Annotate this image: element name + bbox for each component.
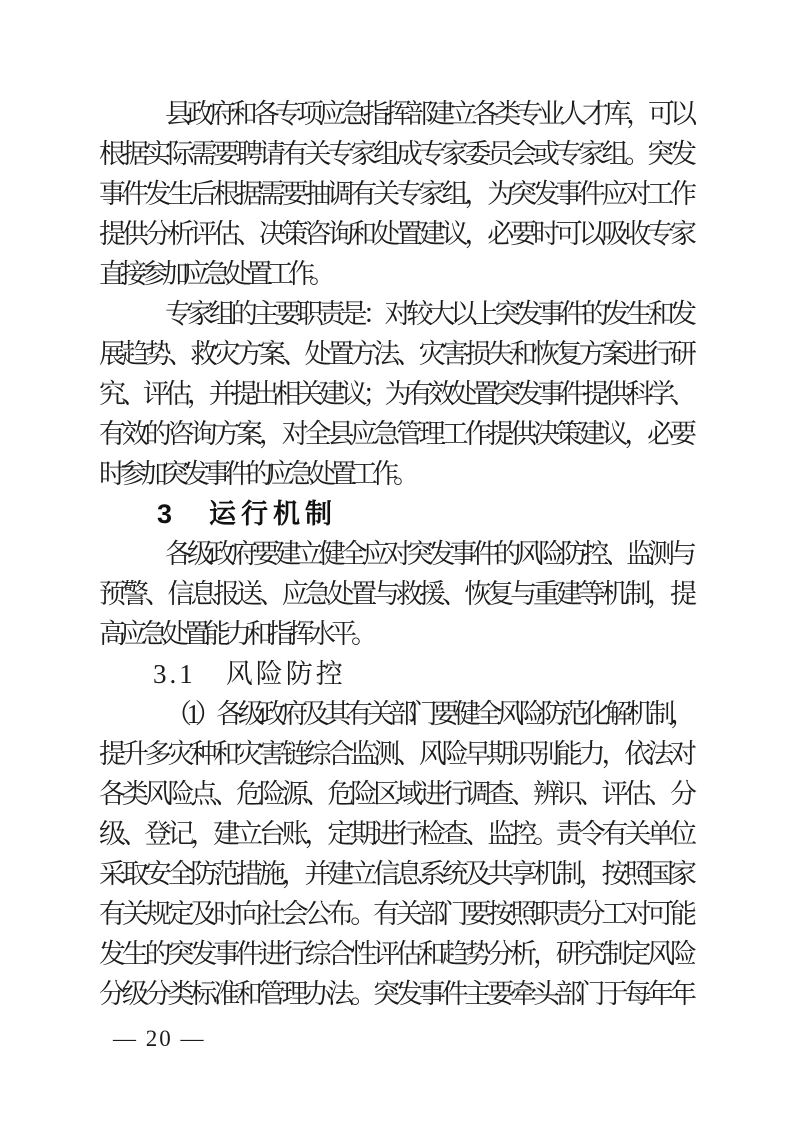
text-line: 高应急处置能力和指挥水平。 xyxy=(99,619,372,649)
document-body xyxy=(99,94,691,1014)
section-heading: 3 运行机制 xyxy=(157,499,338,529)
text-line: 提供分析评估、决策咨询和处置建议，必要时可以吸收专家 xyxy=(99,219,691,249)
body-paragraph xyxy=(99,694,691,1014)
text-line: 根据实际需要聘请有关专家组成专家委员会或专家组。突发 xyxy=(99,139,691,169)
text-line: 时参加突发事件的应急处置工作。 xyxy=(99,459,414,489)
text-line: （1）各级政府及其有关部门要健全风险防范化解机制， xyxy=(165,699,691,729)
text-line: 各级政府要建立健全应对突发事件的风险防控、监测与 xyxy=(165,539,691,569)
text-line: 县政府和各专项应急指挥部建立各类专业人才库，可以 xyxy=(165,99,691,129)
body-paragraph xyxy=(99,294,691,494)
text-line: 提升多灾种和灾害链综合监测、风险早期识别能力，依法对 xyxy=(99,739,691,769)
text-line: 专家组的主要职责是：对较大以上突发事件的发生和发 xyxy=(165,299,691,329)
text-line: 预警、信息报送、应急处置与救援、恢复与重建等机制，提 xyxy=(99,579,691,609)
text-line: 级、登记，建立台账，定期进行检查、监控。责令有关单位 xyxy=(99,819,691,849)
text-line: 事件发生后根据需要抽调有关专家组，为突发事件应对工作 xyxy=(99,179,691,209)
subsection-heading: 3.1 风险防控 xyxy=(153,659,346,689)
body-paragraph xyxy=(99,94,691,294)
text-line: 各类风险点、危险源、危险区域进行调查、辨识、评估、分 xyxy=(99,779,691,809)
text-line: 究、评估，并提出相关建议；为有效处置突发事件提供科学、 xyxy=(99,379,691,409)
page-footer xyxy=(113,1026,206,1052)
text-line: 分级分类标准和管理办法。突发事件主要牵头部门于每年年 xyxy=(99,979,691,1009)
text-line: 有效的咨询方案，对全县应急管理工作提供决策建议，必要 xyxy=(99,419,691,449)
body-paragraph xyxy=(99,534,691,654)
text-line: 有关规定及时向社会公布。有关部门要按照职责分工对可能 xyxy=(99,899,691,929)
text-line: 展趋势、救灾方案、处置方法、灾害损失和恢复方案进行研 xyxy=(99,339,691,369)
text-line: 直接参加应急处置工作。 xyxy=(99,259,330,289)
page-number: — 20 — xyxy=(113,1026,206,1051)
text-line: 发生的突发事件进行综合性评估和趋势分析，研究制定风险 xyxy=(99,939,691,969)
text-line: 采取安全防范措施，并建立信息系统及共享机制，按照国家 xyxy=(99,859,691,889)
